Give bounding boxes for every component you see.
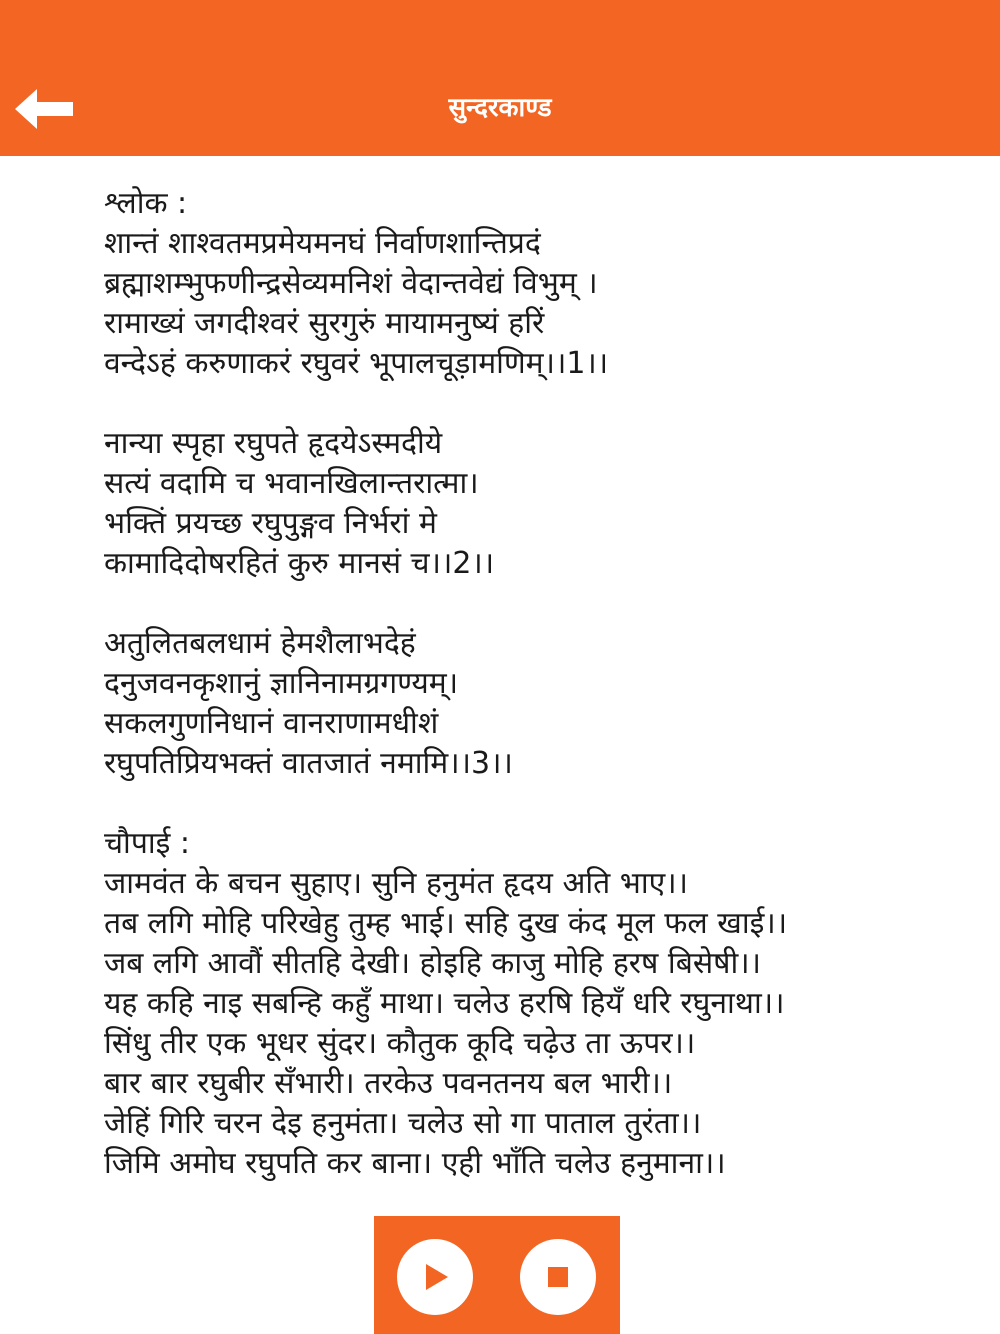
verse-content[interactable] [104, 184, 964, 1194]
verse-line: अतुलितबलधामं हेमशैलाभदेहं [104, 626, 416, 661]
verse-line: सिंधु तीर एक भूधर सुंदर। कौतुक कूदि चढ़ेउ ता ऊपर।। [104, 1026, 696, 1061]
verse-line: सकलगुणनिधानं वानराणामधीशं [104, 706, 439, 741]
verse-line: तब लगि मोहि परिखेहु तुम्ह भाई। सहि दुख कंद मूल फल खाई।। [104, 906, 788, 941]
verse-line: ब्रह्माशम्भुफणीन्द्रसेव्यमनिशं वेदान्तवेद्यं विभुम् । [104, 266, 598, 301]
verse-line: नान्या स्पृहा रघुपते हृदयेऽस्मदीये [104, 426, 443, 461]
play-button[interactable] [397, 1239, 473, 1315]
verse-line: रघुपतिप्रियभक्तं वातजातं नमामि।।3।। [104, 746, 513, 781]
verse-line: भक्तिं प्रयच्छ रघुपुङ्गव निर्भरां मे [104, 506, 437, 541]
verse-line: शान्तं शाश्वतमप्रमेयमनघं निर्वाणशान्तिप्रदं [104, 226, 541, 261]
shloka-2-block [104, 424, 964, 584]
shloka-1-block [104, 184, 964, 384]
verse-line: चौपाई : [104, 826, 191, 861]
stop-button[interactable] [520, 1239, 596, 1315]
verse-line: बार बार रघुबीर सँभारी। तरकेउ पवनतनय बल भारी।। [104, 1066, 673, 1101]
shloka-3-block [104, 624, 964, 784]
chaupai-block [104, 824, 964, 1184]
audio-player-bar [374, 1216, 620, 1334]
verse-line: जिमि अमोघ रघुपति कर बाना। एही भाँति चलेउ हनुमाना।। [104, 1146, 726, 1181]
play-icon [420, 1262, 450, 1292]
verse-line: श्लोक : [104, 186, 188, 221]
verse-line: सत्यं वदामि च भवानखिलान्तरात्मा। [104, 466, 479, 501]
page-title: सुन्दरकाण्ड [448, 93, 552, 123]
app-bar [0, 0, 1000, 156]
verse-line: यह कहि नाइ सबन्हि कहुँ माथा। चलेउ हरषि हियँ धरि रघुनाथा।। [104, 986, 785, 1021]
verse-line: जब लगि आवौं सीतहि देखी। होइहि काजु मोहि हरष बिसेषी।। [104, 946, 761, 981]
verse-line: कामादिदोषरहितं कुरु मानसं च।।2।। [104, 546, 495, 581]
verse-line: जामवंत के बचन सुहाए। सुनि हनुमंत हृदय अति भाए।। [104, 866, 688, 901]
stop-icon [547, 1266, 569, 1288]
verse-line: रामाख्यं जगदीश्वरं सुरगुरुं मायामनुष्यं हरिं [104, 306, 545, 341]
verse-line: दनुजवनकृशानुं ज्ञानिनामग्रगण्यम्। [104, 666, 459, 701]
verse-line: जेहिं गिरि चरन देइ हनुमंता। चलेउ सो गा पाताल तुरंता।। [104, 1106, 702, 1141]
verse-line: वन्देऽहं करुणाकरं रघुवरं भूपालचूड़ामणिम्।।1।। [104, 346, 609, 381]
